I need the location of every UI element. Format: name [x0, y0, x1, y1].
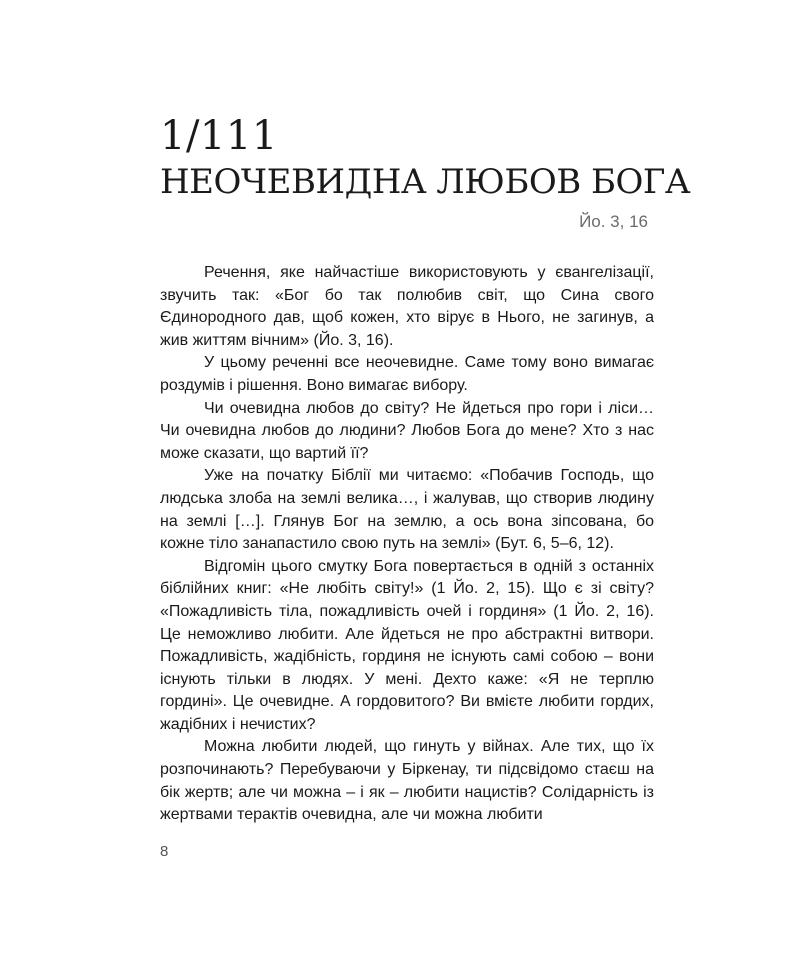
- paragraph: Уже на початку Біблії ми читаємо: «Побачив Господь, що людська злоба на землі велика…, і жалував, що створив людину на землі […]. Глянув Бог на землю, а ось вона зіпсована, бо кожне тіло занапастило свою путь на землі» (Бут. 6, 5–6, 12).: [160, 467, 654, 553]
- scripture-reference: Йо. 3, 16: [579, 212, 648, 231]
- chapter-title: НЕОЧЕВИДНА ЛЮБОВ БОГА: [160, 162, 691, 202]
- paragraph: Відгомін цього смутку Бога повертається в одній з останніх біблійних книг: «Не любіть світу!» (1 Йо. 2, 15). Що є зі світу? «Пожадливість тіла, пожадливість очей і гординя» (1 Йо. 2, 16). Це неможливо любити. Але йдеться не про абстрактні витвори. Пожадливість, жадібність, гординя не існують самі собою – вони існують тільки в людях. У мені. Дехто каже: «Я не терплю гордині». Це очевидне. А гордовитого? Ви вмієте любити гордих, жадібних і нечистих?: [160, 557, 654, 733]
- paragraph: Чи очевидна любов до світу? Не йдеться про гори і ліси… Чи очевидна любов до людини? Любов Бога до мене? Хто з нас може сказати, що вартий її?: [160, 399, 654, 462]
- paragraph: У цьому реченні все неочевидне. Саме тому воно вимагає роздумів і рішення. Воно вимагає вибору.: [160, 354, 654, 394]
- paragraph: Можна любити людей, що гинуть у війнах. Але тих, що їх розпочинають? Перебуваючи у Біркенау, ти підсвідомо стаєш на бік жертв; але чи можна – і як – любити нацистів? Солідарність із жертвами терактів очевидна, але чи можна любити: [160, 738, 654, 824]
- page-number: 8: [160, 843, 169, 860]
- paragraph: Речення, яке найчастіше використовують у євангелізації, звучить так: «Бог бо так полюбив світ, що Сина свого Єдинородного дав, щоб кожен, хто вірує в Нього, не загинув, а жив життям вічним» (Йо. 3, 16).: [160, 264, 654, 349]
- body-text: [160, 262, 654, 827]
- chapter-number: 1/111: [160, 113, 278, 159]
